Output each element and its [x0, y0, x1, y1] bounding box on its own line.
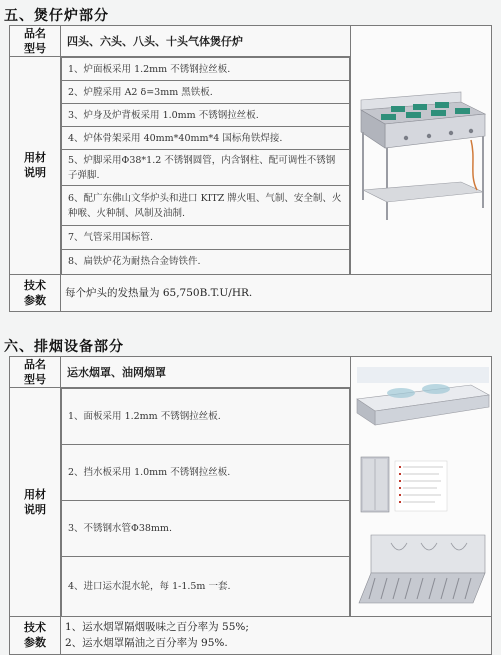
tech-label [10, 274, 61, 311]
list-item: 5、炉脚采用Φ38*1.2 不锈钢圆管，内含钢柱、配可调性不锈钢子弹脚. [62, 150, 350, 186]
list-item: 4、炉体骨架采用 40mm*40mm*4 国标角铁焊接. [62, 127, 350, 150]
tech-label [10, 616, 61, 654]
tech-params-cell [61, 616, 492, 654]
stove-image-cell [351, 26, 492, 275]
name-label-text: 品名 型号 [24, 358, 46, 386]
tech-param: 2、运水烟罩隔油之百分率为 95%. [65, 637, 228, 649]
section5-title: 五、煲仔炉部分 [4, 8, 109, 24]
material-label [10, 57, 61, 275]
stove-spec-table [9, 25, 492, 312]
list-item: 6、配广东佛山文华炉头和进口 KITZ 牌火咀、气制、安全制、火种喉、火种制、风制及油制. [62, 186, 350, 226]
list-item: 3、不锈钢水管Φ38mm. [62, 501, 350, 557]
list-item: 1、面板采用 1.2mm 不锈钢拉丝板. [62, 389, 350, 445]
tech-param: 每个炉头的发热量为 65,750B.T.U/HR. [61, 274, 492, 311]
hood-image-cell [351, 357, 492, 617]
material-label-text: 用材 说明 [24, 151, 46, 180]
material-label-text: 用材 说明 [24, 487, 46, 516]
material-items-cell [61, 57, 351, 275]
product-name: 运水烟罩、油网烟罩 [61, 357, 351, 388]
name-label [10, 357, 61, 388]
list-item: 2、炉膛采用 A2 δ=3mm 黑铁板. [62, 81, 350, 104]
tech-label-text: 技术 参数 [24, 621, 46, 649]
stove-image [351, 40, 492, 255]
hood-images [351, 359, 492, 609]
material-list [61, 57, 350, 274]
list-item: 8、扁铁炉花为耐热合金铸铁件. [62, 250, 350, 274]
list-item: 3、炉身及炉背板采用 1.0mm 不锈钢拉丝板. [62, 104, 350, 127]
hood-spec-table [9, 356, 492, 655]
list-item: 2、挡水板采用 1.0mm 不锈钢拉丝板. [62, 445, 350, 501]
list-item: 1、炉面板采用 1.2mm 不锈钢拉丝板. [62, 58, 350, 81]
tech-param: 1、运水烟罩隔烟吸味之百分率为 55%; [65, 621, 249, 633]
name-label [10, 26, 61, 57]
tech-label-text: 技术 参数 [24, 278, 46, 307]
material-items-cell [61, 388, 351, 617]
material-list [61, 388, 350, 616]
material-label [10, 388, 61, 617]
list-item: 4、进口运水混水轮，每 1-1.5m 一套. [62, 557, 350, 616]
list-item: 7、气管采用国标管. [62, 226, 350, 250]
section6-title: 六、排烟设备部分 [4, 339, 124, 355]
product-name: 四头、六头、八头、十头气体煲仔炉 [61, 26, 351, 57]
name-label-text: 品名 型号 [24, 27, 46, 55]
